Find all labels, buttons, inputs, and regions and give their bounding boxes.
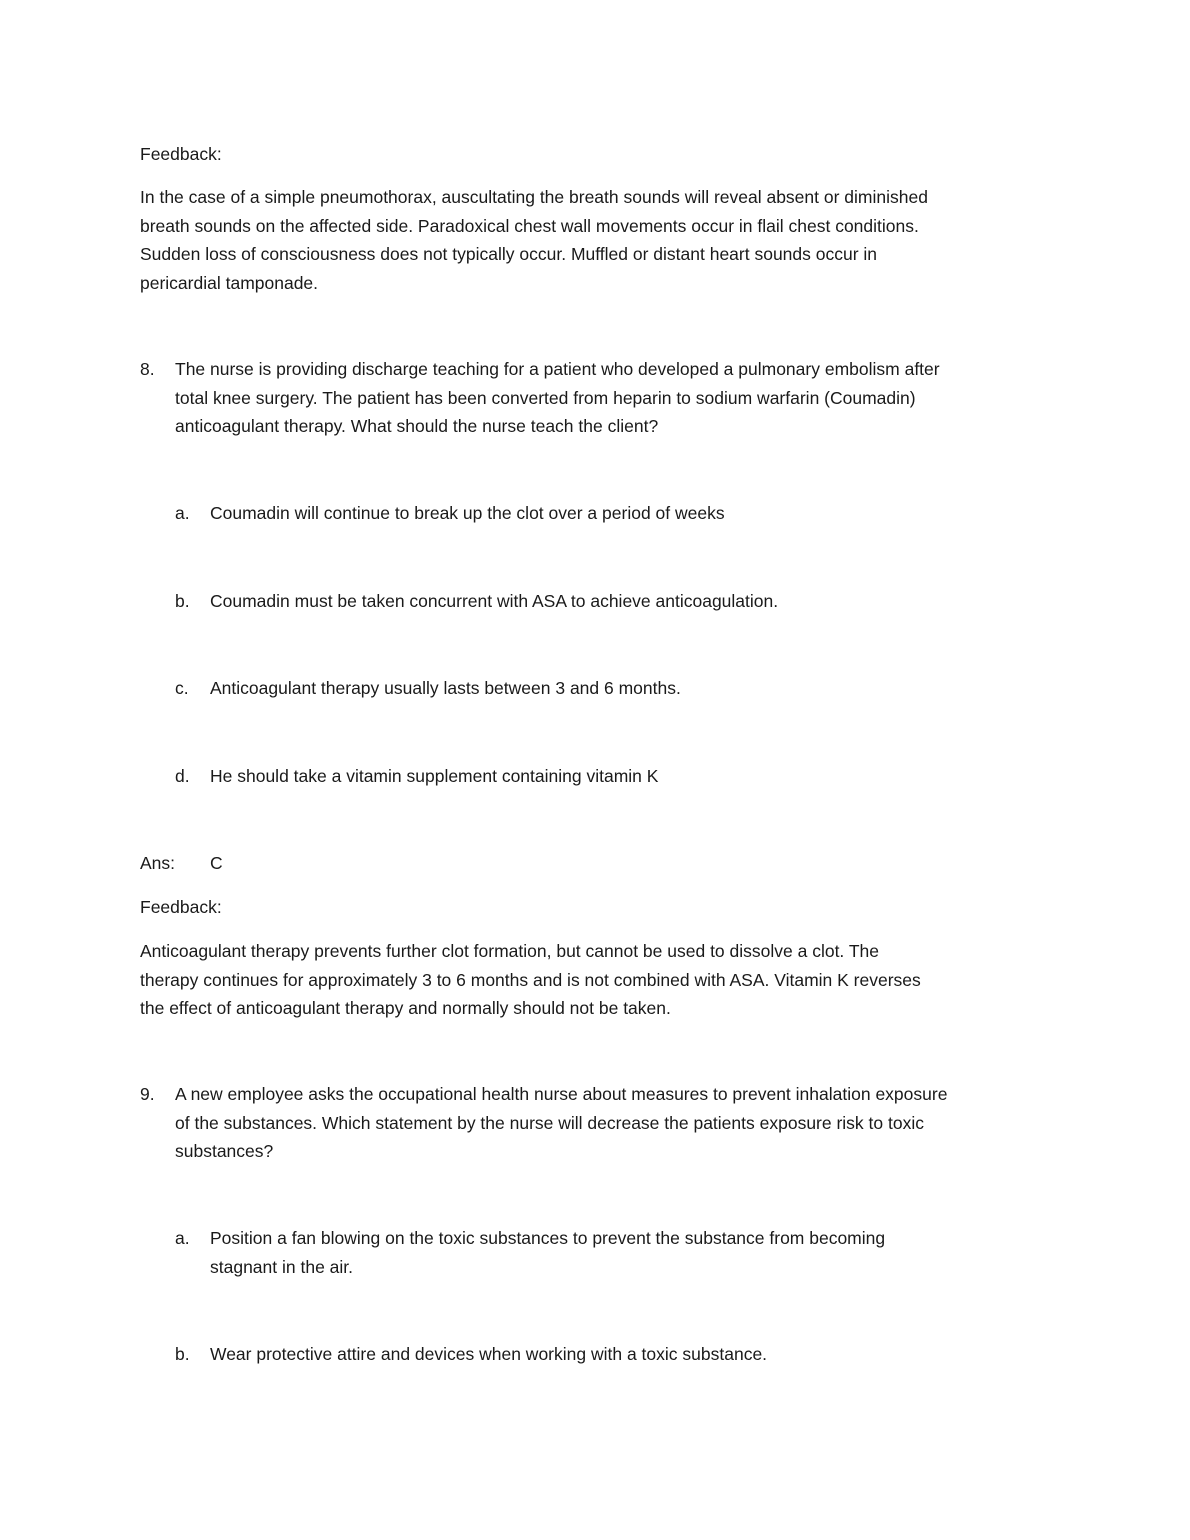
option-text (210, 1224, 885, 1281)
text-line: A new employee asks the occupational health nurse about measures to prevent inhalation exposure (175, 1084, 948, 1104)
text-line: total knee surgery. The patient has been converted from heparin to sodium warfarin (Coumadin) (175, 387, 916, 408)
option-letter: a. (175, 503, 190, 523)
option-text: Coumadin must be taken concurrent with ASA to achieve anticoagulation. (210, 591, 779, 611)
option-text: Coumadin will continue to break up the clot over a period of weeks (210, 503, 725, 523)
text-line: therapy continues for approximately 3 to 6 months and is not combined with ASA. Vitamin K reverses (140, 969, 921, 990)
feedback-paragraph (140, 183, 928, 297)
feedback-label-text: Feedback: (140, 897, 222, 917)
text-line: stagnant in the air. (210, 1256, 354, 1277)
text-line: of the substances. Which statement by the nurse will decrease the patients exposure risk to toxic (175, 1112, 924, 1133)
text-line: Anticoagulant therapy prevents further clot formation, but cannot be used to dissolve a clot. The (140, 941, 879, 961)
option-text (210, 1340, 767, 1369)
answer-label: Ans: (140, 853, 176, 873)
question-stem (175, 355, 940, 441)
question-number: 8. (140, 359, 155, 379)
text-line: Sudden loss of consciousness does not typically occur. Muffled or distant heart sounds occur in (140, 244, 878, 264)
feedback-label (140, 893, 222, 922)
option-text: He should take a vitamin supplement containing vitamin K (210, 766, 659, 786)
text-line: breath sounds on the affected side. Paradoxical chest wall movements occur in flail chest conditions. (140, 215, 919, 236)
text-line: Position a fan blowing on the toxic substances to prevent the substance from becoming (210, 1228, 886, 1248)
feedback-label-text: Feedback: (140, 144, 222, 164)
text-line: The nurse is providing discharge teaching for a patient who developed a pulmonary embolism after (175, 359, 940, 379)
option-text: Anticoagulant therapy usually lasts between 3 and 6 months. (210, 678, 681, 698)
text-line: the effect of anticoagulant therapy and normally should not be taken. (140, 998, 671, 1018)
feedback-paragraph (140, 937, 921, 1023)
option-letter: c. (175, 678, 189, 698)
text-line: Wear protective attire and devices when working with a toxic substance. (210, 1344, 768, 1364)
option-letter: a. (175, 1228, 190, 1248)
option-letter: b. (175, 1344, 190, 1364)
question-number: 9. (140, 1084, 155, 1104)
text-line: pericardial tamponade. (140, 272, 319, 293)
answer-value: C (210, 853, 223, 873)
question-stem (175, 1080, 947, 1166)
feedback-label (140, 140, 222, 169)
text-line: anticoagulant therapy. What should the nurse teach the client? (175, 416, 659, 436)
text-line: In the case of a simple pneumothorax, auscultating the breath sounds will reveal absent or diminished (140, 187, 928, 207)
text-line: substances? (175, 1141, 274, 1161)
answer (140, 849, 223, 878)
option-letter: d. (175, 766, 190, 786)
option-letter: b. (175, 591, 190, 611)
